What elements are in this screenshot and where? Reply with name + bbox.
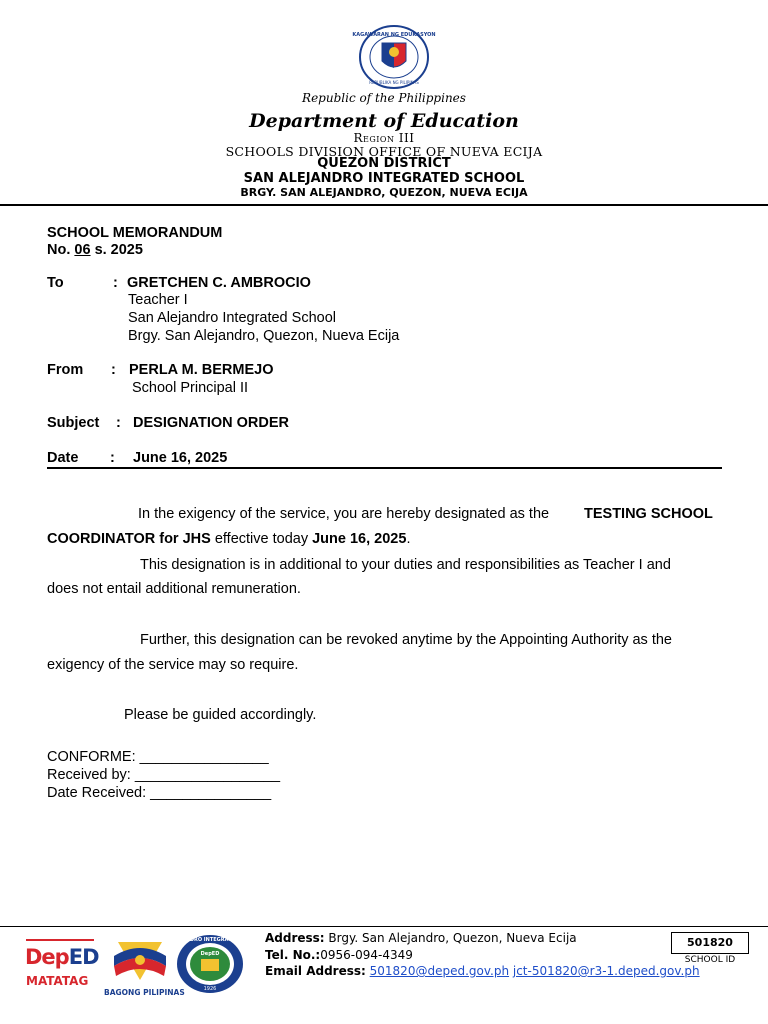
received-by-line: Received by: __________________ — [47, 767, 281, 783]
p1-designation-a: TESTING SCHOOL — [584, 506, 713, 522]
from-label: From — [47, 362, 84, 378]
department-title: Department of Education — [249, 110, 519, 132]
p1-line2 — [47, 531, 410, 547]
deped-seal-logo — [352, 25, 436, 89]
address-label: Address: — [265, 931, 325, 945]
address-value: Brgy. San Alejandro, Quezon, Nueva Ecija — [324, 931, 577, 945]
conforme-line: CONFORME: ________________ — [47, 749, 269, 765]
from-position: School Principal II — [132, 380, 249, 396]
to-name: GRETCHEN C. AMBROCIO — [127, 275, 311, 291]
footer-divider — [0, 926, 768, 927]
memo-series: s. 2025 — [94, 242, 143, 258]
deped-logo — [25, 945, 99, 969]
school-seal-logo — [156, 933, 264, 995]
p2-line2: does not entail additional remuneration. — [47, 581, 301, 597]
bagong-pilipinas-text: BAGONG PILIPINAS — [104, 988, 185, 997]
deped-logo-topline — [26, 939, 94, 941]
to-school: San Alejandro Integrated School — [128, 310, 336, 326]
region-line: Region III — [353, 131, 415, 145]
from-name: PERLA M. BERMEJO — [129, 362, 274, 378]
bagong-pilipinas-logo — [110, 936, 170, 986]
tel-label: Tel. No.: — [265, 948, 321, 962]
date-label: Date — [47, 450, 79, 466]
memo-number — [47, 242, 143, 258]
p1-line1 — [138, 506, 549, 522]
memo-no-label: No. — [47, 242, 71, 258]
header-divider — [0, 204, 768, 206]
subject-value: DESIGNATION ORDER — [133, 415, 290, 431]
seal-subtext: REPUBLIKA NG PILIPINAS — [369, 80, 419, 85]
p1-effective-date: June 16, 2025 — [312, 531, 407, 547]
to-address: Brgy. San Alejandro, Quezon, Nueva Ecija — [128, 328, 400, 344]
p1-period: . — [406, 531, 411, 547]
deped-logo-ed: ED — [68, 945, 99, 969]
p1-designation-b: COORDINATOR for JHS — [47, 531, 211, 547]
email-link-2[interactable]: jct-501820@r3-1.deped.gov.ph — [512, 964, 700, 978]
p2-line1: This designation is in additional to your duties and responsibilities as Teacher I and — [140, 557, 671, 573]
date-colon: : — [110, 450, 115, 466]
footer-tel — [265, 948, 413, 962]
matatag-logo: MATATAG — [26, 974, 89, 988]
subject-colon: : — [116, 415, 121, 431]
footer-address — [265, 931, 577, 945]
district-line: QUEZON DISTRICT — [317, 156, 451, 171]
subject-label: Subject — [47, 415, 100, 431]
p3-line1: Further, this designation can be revoked anytime by the Appointing Authority as the — [140, 632, 672, 648]
school-id-label: SCHOOL ID — [684, 955, 736, 965]
footer-email — [265, 964, 700, 978]
republic-line: Republic of the Philippines — [302, 91, 466, 105]
date-received-line: Date Received: _______________ — [47, 785, 272, 801]
date-value: June 16, 2025 — [133, 450, 228, 466]
p1-effective: effective today — [210, 531, 313, 547]
email-label: Email Address: — [265, 964, 366, 978]
school-seal-text: SAN ALEJANDRO INTEGRATED SCHOOL — [156, 937, 264, 943]
tel-value: 0956-094-4349 — [320, 948, 413, 962]
p1-text: In the exigency of the service, you are hereby designated as the — [138, 506, 550, 522]
to-label: To — [47, 275, 64, 291]
closing-line: Please be guided accordingly. — [124, 707, 317, 723]
school-id-box: 501820 — [671, 932, 749, 954]
deped-logo-dep: Dep — [25, 945, 69, 969]
email-link-1[interactable]: 501820@deped.gov.ph — [369, 964, 510, 978]
memo-no-value: 06 — [74, 242, 91, 258]
from-colon: : — [111, 362, 116, 378]
school-name: SAN ALEJANDRO INTEGRATED SCHOOL — [243, 171, 525, 186]
school-address: BRGY. SAN ALEJANDRO, QUEZON, NUEVA ECIJA — [240, 186, 528, 199]
memo-divider — [47, 467, 722, 469]
school-seal-label: DepED — [200, 951, 220, 957]
memo-title: SCHOOL MEMORANDUM — [47, 225, 223, 241]
p3-line2: exigency of the service may so require. — [47, 657, 299, 673]
to-position: Teacher I — [128, 292, 188, 308]
school-seal-year: 1926 — [203, 986, 217, 992]
to-colon: : — [113, 275, 118, 291]
division-line: SCHOOLS DIVISION OFFICE OF NUEVA ECIJA — [225, 144, 543, 159]
seal-text: KAGAWARAN NG EDUKASYON — [352, 32, 436, 38]
